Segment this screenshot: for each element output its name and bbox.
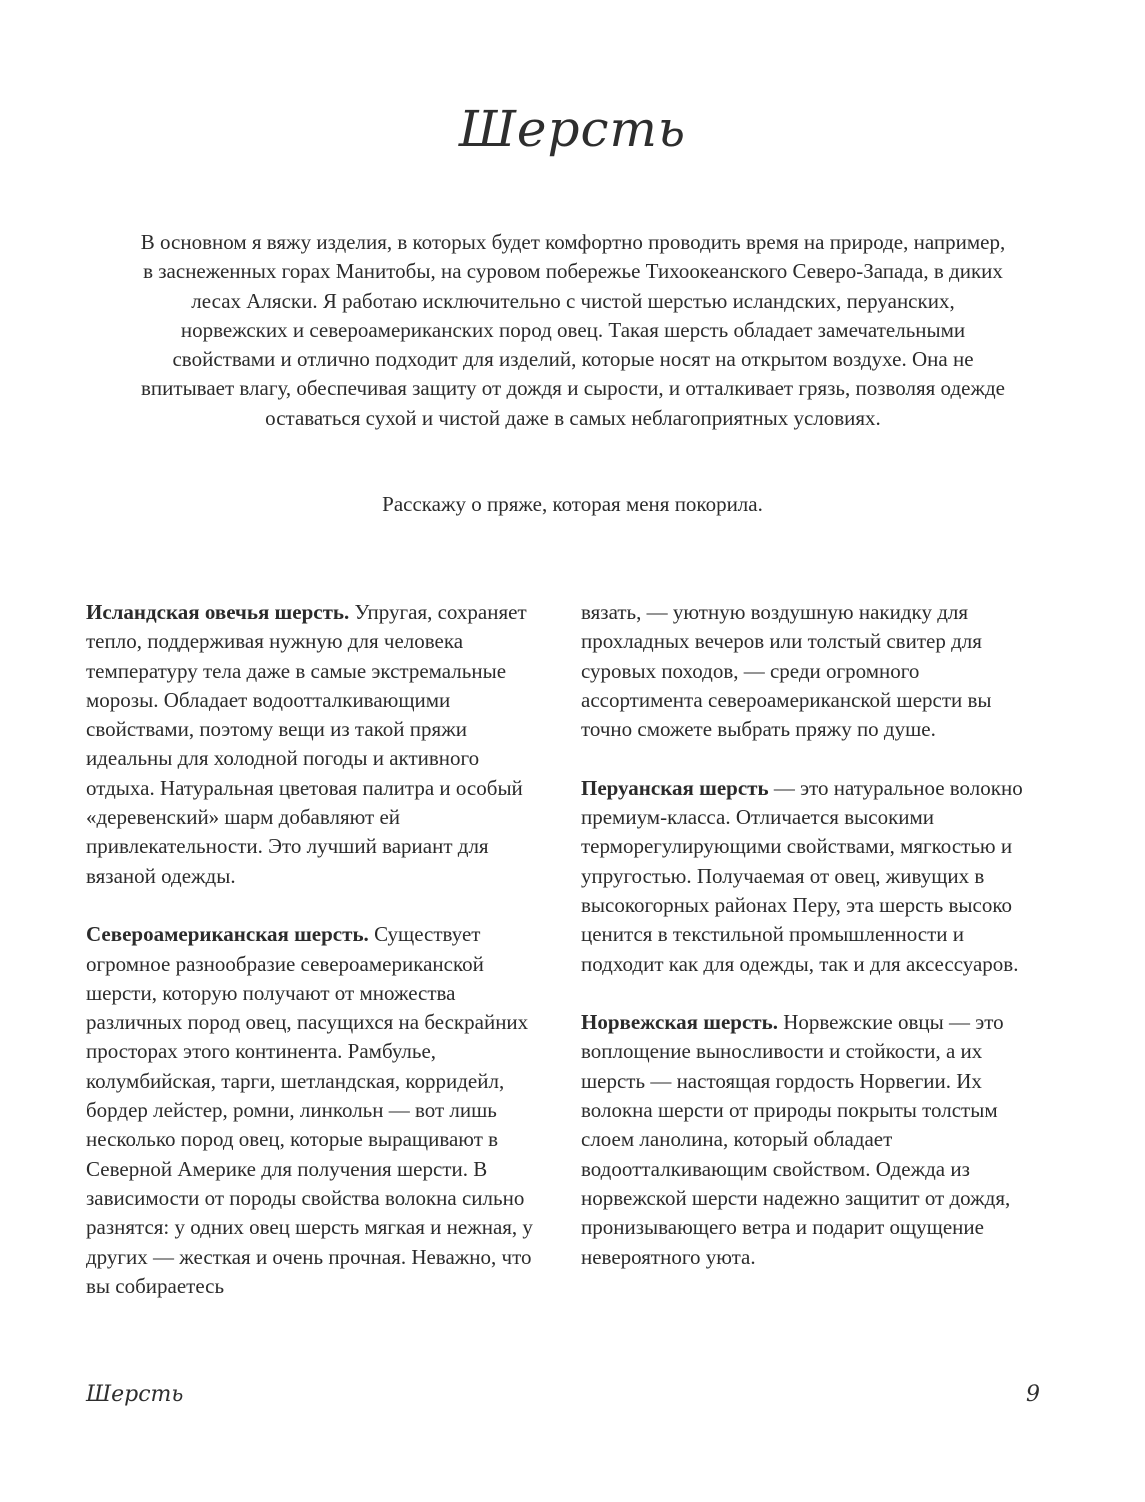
section-peruvian-label: Перуанская шерсть (581, 775, 769, 800)
section-north-american (86, 920, 546, 1301)
lead-line: Расскажу о пряже, которая меня покорила. (382, 492, 763, 516)
intro-text: В основном я вяжу изделия, в которых будет комфортно проводить время на природе, например, в заснеженных горах Манитобы, на суровом побережье Тихоокеанского Северо-Запада, в диких лесах Аляски. Я работаю исключительно с чистой шерстью исландских, перуанских, норвежских и североамериканских пород овец. Такая шерсть обладает замечательными свойствами и отлично подходит для изделий, которые носят на открытом воздухе. Она не впитывает влагу, обеспечивая защиту от дождя и сырости, и отталкивает грязь, позволяя одежде оставаться сухой и чистой даже в самых неблагоприятных условиях. (140, 230, 1006, 430)
section-north-american-text: Существует огромное разнообразие североамериканской шерсти, которую получают от множества различных пород овец, пасущихся на бескрайних просторах этого континента. Рамбулье, колумбийская, тарги, шетландская, корридейл, бордер лейстер, ромни, линкольн — вот лишь несколько пород овец, которые выращивают в Северной Америке для получения шерсти. В зависимости от породы свойства волокна сильно разнятся: у одних овец шерсть мягкая и нежная, у других — жесткая и очень прочная. Неважно, что вы собираетесь (86, 922, 533, 1298)
section-norwegian-text: Норвежские овцы — это воплощение выносливости и стойкости, а их шерсть — настоящая гордость Норвегии. Их волокна шерсти от природы покрыты толстым слоем ланолина, который обладает водоотталкивающим свойством. Одежда из норвежской шерсти надежно защитит от дождя, пронизывающего ветра и подарит ощущение невероятного уюта. (581, 1010, 1011, 1269)
section-peruvian-text: — это натуральное волокно премиум-класса. Отличается высокими терморегулирующими свойствами, мягкостью и упругостью. Получаемая от овец, живущих в высокогорных районах Перу, эта шерсть высоко ценится в текстильной промышленности и подходит как для одежды, так и для аксессуаров. (581, 775, 1023, 976)
right-column (581, 598, 1033, 1301)
running-title: Шерсть (86, 1382, 184, 1407)
section-norwegian-label: Норвежская шерсть. (581, 1010, 778, 1035)
section-peruvian (581, 774, 1033, 979)
section-icelandic-label: Исландская овечья шерсть. (86, 600, 350, 624)
section-north-american-continued: вязать, — уютную воздушную накидку для прохладных вечеров или толстый свитер для суровых походов, — среди огромного ассортимента североамериканской шерсти вы точно сможете выбрать пряжу по душе. (581, 600, 992, 742)
intro-paragraph (140, 228, 1006, 433)
section-norwegian (581, 1008, 1033, 1272)
page-title: Шерсть (458, 100, 687, 158)
section-north-american-label: Североамериканская шерсть. (86, 922, 369, 947)
left-column (86, 598, 546, 1330)
page-number: 9 (1026, 1382, 1040, 1407)
section-icelandic-text: Упругая, сохраняет тепло, поддерживая нужную для человека температуру тела даже в самые экстремальные морозы. Обладает водоотталкивающими свойствами, поэтому вещи из такой пряжи идеальны для холодной погоды и активного отдыха. Натуральная цветовая палитра и особый «деревенский» шарм добавляют ей привлекательности. Это лучший вариант для вязаной одежды. (86, 600, 527, 888)
section-icelandic (86, 598, 546, 891)
